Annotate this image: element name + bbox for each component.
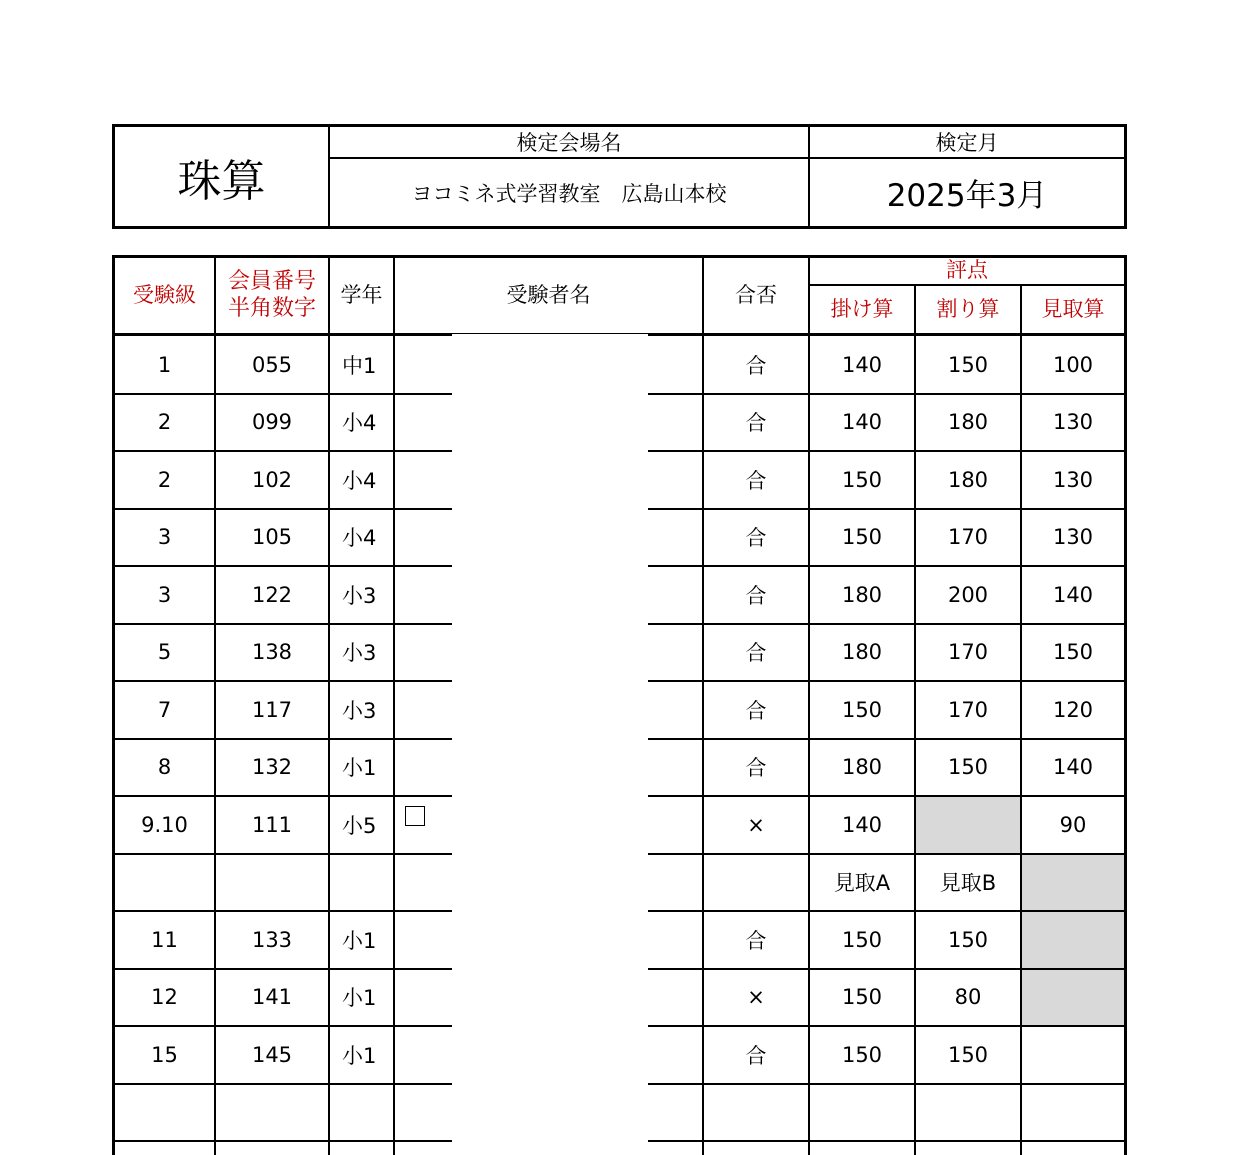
school-year-cell: 小4 [342,411,377,436]
member-no-cell: 102 [251,467,293,492]
score-reading-cell [1022,912,1124,968]
header-grade: 受験級 [133,282,196,307]
member-no-cell: 133 [251,927,293,952]
header-multiplication: 掛け算 [830,296,894,321]
grade-cell: 8 [157,755,172,780]
grade-cell: 3 [157,525,172,550]
score-reading-cell: 140 [1052,755,1094,780]
score-reading-cell: 130 [1052,410,1094,435]
table-row [115,970,1124,1028]
score-reading-cell [1022,1085,1124,1141]
score-div-cell: 170 [947,640,989,665]
header-school-year: 学年 [340,282,383,307]
name-redaction [452,564,648,626]
result-cell: 合 [745,468,767,493]
table-row [115,855,1124,913]
table-row [115,337,1124,395]
score-mult-cell: 140 [841,410,883,435]
grade-cell: 3 [157,582,172,607]
school-year-cell: 中1 [342,353,377,378]
school-year-cell: 小5 [342,813,377,838]
member-no-cell: 099 [251,410,293,435]
header-mental-addition: 見取算 [1041,296,1105,321]
score-reading-cell: 130 [1052,467,1094,492]
score-mult-cell: 150 [841,927,883,952]
grade-cell: 7 [157,697,172,722]
score-div-cell: 170 [947,525,989,550]
score-reading-cell: 130 [1052,525,1094,550]
header-member-no: 会員番号 半角数字 [227,269,316,321]
member-no-cell: 138 [251,640,293,665]
score-reading-cell [1022,855,1124,911]
score-reading-cell: 150 [1052,640,1094,665]
school-year-cell [330,1085,393,1141]
grade-cell: 12 [151,985,178,1010]
name-redaction [452,507,648,569]
member-no-cell [216,855,328,911]
score-mult-cell: 180 [841,755,883,780]
header-result: 合否 [735,282,777,307]
name-redaction [452,622,648,684]
table-row [115,912,1124,970]
name-redaction [452,1082,648,1144]
table-row [115,740,1124,798]
score-mult-cell [810,1085,914,1141]
grade-cell [115,1085,214,1141]
table-row [115,452,1124,510]
table-row [115,1027,1124,1085]
score-div-cell: 150 [947,755,989,780]
month-label: 検定月 [810,127,1124,159]
member-no-cell [216,1085,328,1141]
table-row [115,567,1124,625]
header-score: 評点 [946,258,988,283]
school-year-cell: 小4 [342,526,377,551]
score-mult-cell: 150 [841,467,883,492]
result-cell: 合 [745,411,767,436]
score-reading-cell: 120 [1052,697,1094,722]
month-value: 2025年3月 [886,178,1048,214]
school-year-cell: 小1 [342,928,377,953]
score-div-cell: 180 [947,467,989,492]
header-division: 割り算 [936,296,1000,321]
score-reading-cell [1022,970,1124,1026]
school-year-cell: 小1 [342,756,377,781]
result-cell: 合 [745,526,767,551]
venue-label: 検定会場名 [330,127,808,159]
member-no-cell: 122 [251,582,293,607]
table-row [115,625,1124,683]
table-body [115,337,1124,1142]
venue-value: ヨコミネ式学習教室 広島山本校 [411,181,727,206]
score-mult-cell: 140 [841,352,883,377]
score-mult-cell: 見取A [833,871,891,896]
score-div-cell: 見取B [939,871,997,896]
score-div-cell: 150 [947,1042,989,1067]
exam-header [112,124,1127,229]
grade-cell: 1 [157,352,172,377]
result-cell [704,855,808,911]
score-mult-cell: 150 [841,525,883,550]
score-mult-cell: 180 [841,640,883,665]
school-year-cell: 小1 [342,986,377,1011]
result-cell: 合 [745,583,767,608]
result-cell: × [747,812,765,837]
member-no-cell: 145 [251,1042,293,1067]
grade-cell: 5 [157,640,172,665]
score-div-cell: 150 [947,352,989,377]
name-redaction [452,334,648,396]
table-row [115,682,1124,740]
name-redaction [452,909,648,971]
score-mult-cell: 180 [841,582,883,607]
member-no-cell: 141 [251,985,293,1010]
score-div-cell: 180 [947,410,989,435]
score-div-cell [916,797,1020,853]
name-redaction [452,1024,648,1086]
result-cell: 合 [745,756,767,781]
school-year-cell: 小3 [342,641,377,666]
score-mult-cell: 140 [841,812,883,837]
grade-cell: 2 [157,467,172,492]
checkbox[interactable] [405,806,425,826]
score-div-cell: 170 [947,697,989,722]
score-div-cell: 200 [947,582,989,607]
school-year-cell: 小3 [342,698,377,723]
member-no-cell: 105 [251,525,293,550]
result-cell: 合 [745,353,767,378]
score-reading-cell: 90 [1059,812,1087,837]
score-div-cell [916,1085,1020,1141]
name-redaction [452,737,648,799]
score-reading-cell: 140 [1052,582,1094,607]
score-reading-cell: 100 [1052,352,1094,377]
result-cell: 合 [745,641,767,666]
school-year-cell: 小4 [342,468,377,493]
result-cell: 合 [745,1043,767,1068]
table-row [115,395,1124,453]
subject-title: 珠算 [177,155,266,207]
school-year-cell: 小1 [342,1043,377,1068]
result-cell [704,1085,808,1141]
name-redaction [452,449,648,511]
name-redaction [452,392,648,454]
score-mult-cell: 150 [841,697,883,722]
school-year-cell: 小3 [342,583,377,608]
score-div-cell: 80 [954,985,982,1010]
score-reading-cell [1022,1027,1124,1083]
results-table [112,255,1127,1155]
header-name: 受験者名 [506,282,591,307]
score-mult-cell: 150 [841,1042,883,1067]
result-cell: 合 [745,928,767,953]
name-redaction [452,679,648,741]
grade-cell: 9.10 [141,812,188,837]
name-redaction [452,967,648,1029]
grade-cell: 15 [151,1042,178,1067]
grade-cell: 2 [157,410,172,435]
result-cell: 合 [745,698,767,723]
member-no-cell: 132 [251,755,293,780]
grade-cell [115,855,214,911]
name-redaction [452,852,648,914]
member-no-cell: 055 [251,352,293,377]
member-no-cell: 111 [251,812,293,837]
table-row [115,797,1124,855]
school-year-cell [330,855,393,911]
score-mult-cell: 150 [841,985,883,1010]
table-row [115,510,1124,568]
grade-cell: 11 [151,927,178,952]
name-redaction [452,794,648,856]
result-cell: × [747,985,765,1010]
table-row [115,1085,1124,1143]
member-no-cell: 117 [251,697,293,722]
score-div-cell: 150 [947,927,989,952]
